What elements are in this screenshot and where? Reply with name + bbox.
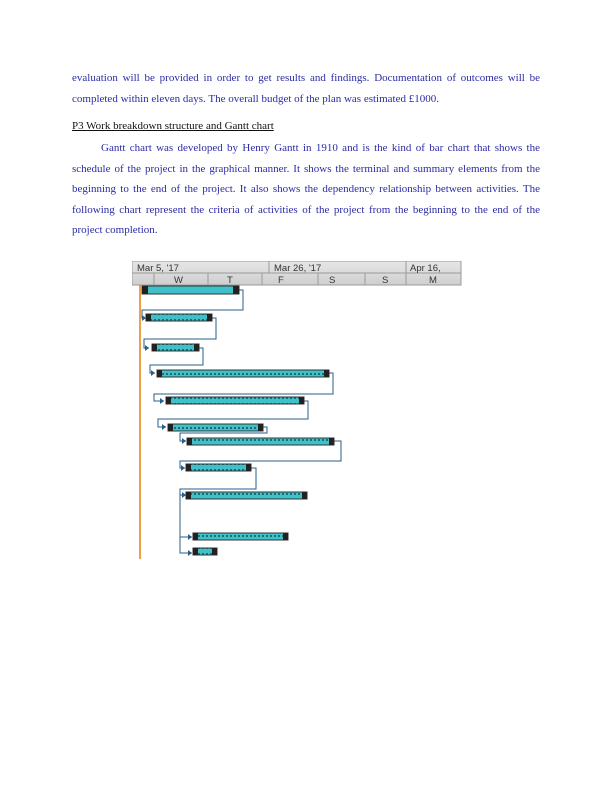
section-heading: P3 Work breakdown structure and Gantt chart <box>72 120 274 132</box>
dependency-link <box>158 401 308 427</box>
gantt-task-bar <box>187 438 334 445</box>
timescale-minor-5: S <box>382 275 389 286</box>
timescale-minor-4: S <box>329 275 336 286</box>
gantt-task-bar <box>146 314 212 321</box>
gantt-task-bar <box>168 424 263 431</box>
gantt-task-bar <box>193 533 288 540</box>
paragraph-intro: evaluation will be provided in order to get results and findings. Documentation of outcomes will be completed within eleven days. The overall budget of the plan was estimated £1000. <box>72 72 540 105</box>
gantt-chart <box>132 261 462 561</box>
timescale-minor-3: F <box>278 275 284 286</box>
dependency-link <box>150 348 203 373</box>
timescale-major-2: Mar 26, '17 <box>274 263 322 274</box>
dependency-link <box>180 468 256 495</box>
dependency-link <box>180 495 192 537</box>
gantt-task-bar <box>166 397 304 404</box>
timescale-minor-1: W <box>174 275 183 286</box>
timescale-major-1: Mar 5, '17 <box>137 263 179 274</box>
gantt-task-bar <box>193 548 217 555</box>
timescale-major-3: Apr 16, <box>410 263 441 274</box>
gantt-task-bar <box>186 492 307 499</box>
gantt-task-bar <box>186 464 251 471</box>
dependency-links <box>142 290 341 553</box>
dependency-link <box>180 537 192 553</box>
gantt-task-bar <box>152 344 199 351</box>
timescale-minor-2: T <box>227 275 233 286</box>
timescale-minor-6: M <box>429 275 437 286</box>
gantt-bars <box>142 286 334 555</box>
gantt-task-bar <box>157 370 329 377</box>
gantt-timescale <box>132 261 461 286</box>
gantt-task-bar <box>142 286 239 294</box>
paragraph-gantt-description: Gantt chart was developed by Henry Gantt in 1910 and is the kind of bar chart that shows the schedule of the project in the graphical manner. It shows the terminal and summary elements from the beginning to the end of the project. It also shows the dependency relationship between activities. The following chart represent the criteria of activities of the project from the beginning to the end of the project completion. <box>72 142 540 236</box>
